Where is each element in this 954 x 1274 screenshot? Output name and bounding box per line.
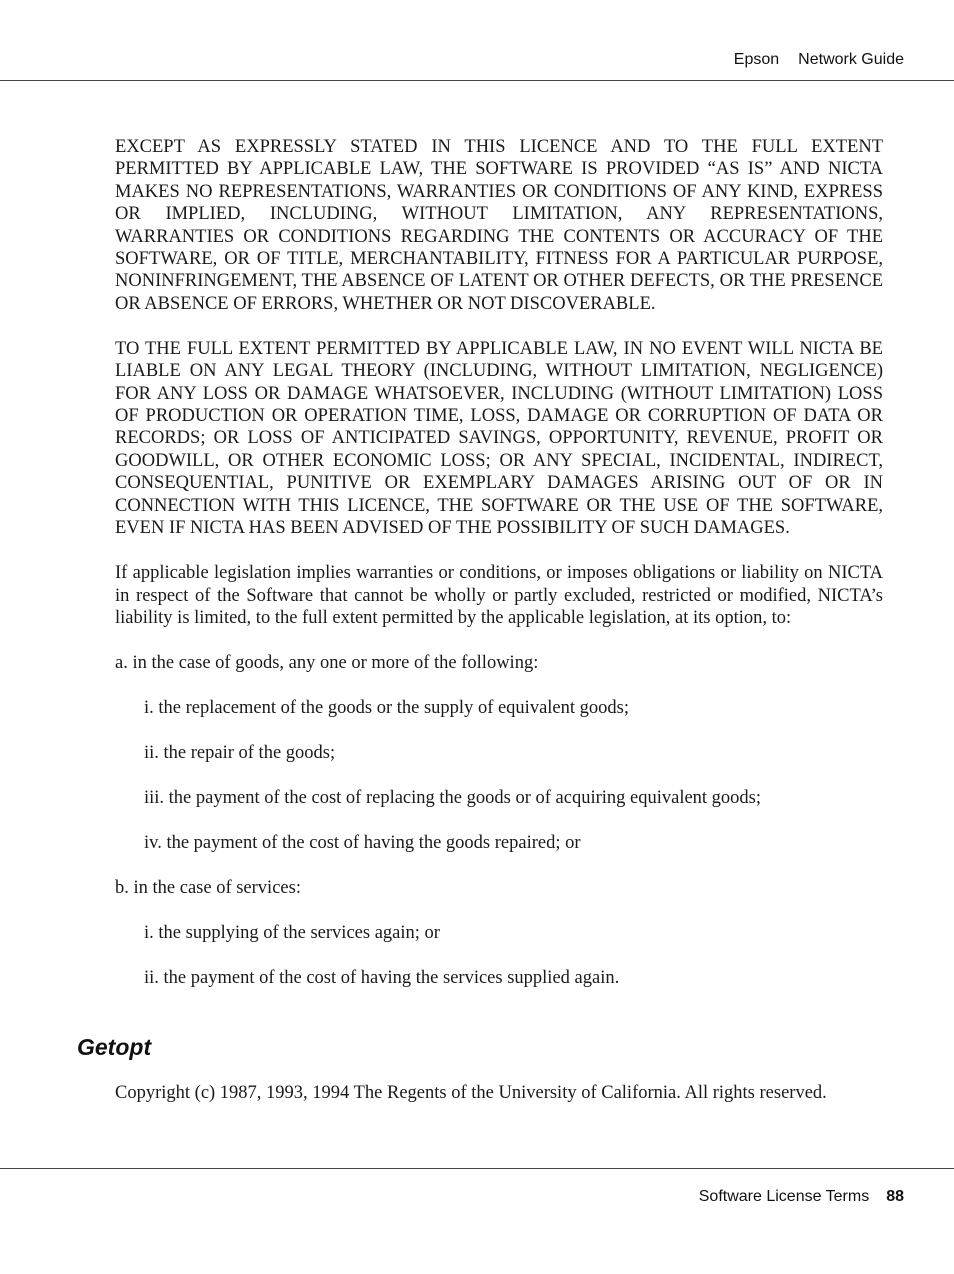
footer-text <box>699 1188 904 1206</box>
page-footer <box>0 1168 954 1205</box>
list-item-b-ii: ii. the payment of the cost of having the services supplied again. <box>144 967 620 988</box>
header-brand: Epson <box>733 51 780 68</box>
list-item-a-iii: iii. the payment of the cost of replacing the goods or of acquiring equivalent goods; <box>144 787 762 808</box>
liability-paragraph: If applicable legislation implies warranties or conditions, or imposes obligations or liability on NICTA in respect of the Software that cannot be wholly or partly excluded, restricted or modified, NICTA’s liability is limited, to the full extent permitted by the applicable legislation, at its option, to: <box>115 563 883 628</box>
page-header <box>0 0 954 81</box>
header-guide-title: Network Guide <box>798 51 904 68</box>
copyright-notice: Copyright (c) 1987, 1993, 1994 The Regents of the University of California. All rights reserved. <box>115 1083 827 1103</box>
list-item-a-iv: iv. the payment of the cost of having the goods repaired; or <box>144 832 581 853</box>
page-number: 88 <box>886 1188 904 1205</box>
page-content <box>115 136 883 989</box>
list-item-a-ii: ii. the repair of the goods; <box>144 742 336 763</box>
list-item-a-i: i. the replacement of the goods or the supply of equivalent goods; <box>144 697 629 718</box>
disclaimer-paragraph-2: TO THE FULL EXTENT PERMITTED BY APPLICABLE LAW, IN NO EVENT WILL NICTA BE LIABLE ON ANY LEGAL THEORY (INCLUDING, WITHOUT LIMITATION, NEGLIGENCE) FOR ANY LOSS OR DAMAGE WHATSOEVER, INCLUDING (WITHOUT LIMITATION) LOSS OF PRODUCTION OR OPERATION TIME, LOSS, DAMAGE OR CORRUPTION OF DATA OR RECORDS; OR LOSS OF ANTICIPATED SAVINGS, OPPORTUNITY, REVENUE, PROFIT OR GOODWILL, OR OTHER ECONOMIC LOSS; OR ANY SPECIAL, INCIDENTAL, INDIRECT, CONSEQUENTIAL, PUNITIVE OR EXEMPLARY DAMAGES ARISING OUT OF OR IN CONNECTION WITH THIS LICENCE, THE SOFTWARE OR THE USE OF THE SOFTWARE, EVEN IF NICTA HAS BEEN ADVISED OF THE POSSIBILITY OF SUCH DAMAGES. <box>115 338 883 539</box>
disclaimer-paragraph-1: EXCEPT AS EXPRESSLY STATED IN THIS LICENCE AND TO THE FULL EXTENT PERMITTED BY APPLICABLE LAW, THE SOFTWARE IS PROVIDED “AS IS” AND NICTA MAKES NO REPRESENTATIONS, WARRANTIES OR CONDITIONS OF ANY KIND, EXPRESS OR IMPLIED, INCLUDING, WITHOUT LIMITATION, ANY REPRESENTATIONS, WARRANTIES OR CONDITIONS REGARDING THE CONTENTS OR ACCURACY OF THE SOFTWARE, OR OF TITLE, MERCHANTABILITY, FITNESS FOR A PARTICULAR PURPOSE, NONINFRINGEMENT, THE ABSENCE OF LATENT OR OTHER DEFECTS, OR THE PRESENCE OR ABSENCE OF ERRORS, WHETHER OR NOT DISCOVERABLE. <box>115 137 883 314</box>
list-item-a: a. in the case of goods, any one or more of the following: <box>115 652 539 673</box>
header-text <box>734 51 904 69</box>
list-item-b-i: i. the supplying of the services again; or <box>144 922 440 943</box>
list-item-b: b. in the case of services: <box>115 877 301 898</box>
section-title: Getopt <box>77 1034 152 1060</box>
footer-section-name: Software License Terms <box>698 1188 870 1205</box>
